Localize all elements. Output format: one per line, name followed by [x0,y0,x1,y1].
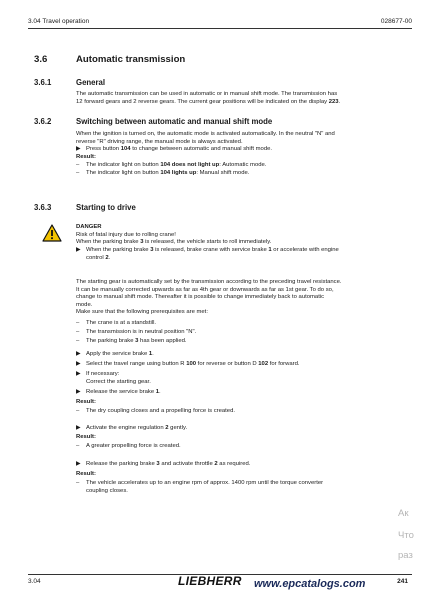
text-run: The vehicle accelerates up to an engine rpm of approx. 1400 rpm until the torque converter [86,480,324,486]
arrow-icon: ▶ [76,461,81,467]
text-run: 3 [135,338,139,344]
display-ref: 223 [328,98,339,105]
text-line: reverse "R" driving range, the manual mode is always activated. [76,138,243,145]
page-header [28,18,412,25]
text-run: . [108,254,111,261]
subsection-heading-text: General [76,78,106,87]
text-line [76,239,394,247]
text-run: is released, the vehicle starts to roll immediately. [143,239,272,246]
text-run: 104 lights up [160,170,197,176]
step-text [86,425,394,433]
result-label [76,471,394,479]
dash-icon: – [76,162,80,168]
text-run: and activate throttle [159,461,215,467]
result-item [76,162,394,170]
text-run: 2 [105,254,109,261]
text-run: as required. [217,461,251,467]
header-doc-number: 028677-00 [380,18,412,25]
text-run: 104 does not light up [160,162,220,168]
dash-icon: – [76,480,80,486]
step-text [86,247,394,262]
subsection-heading-text: Starting to drive [76,203,136,212]
step-text [86,461,394,469]
text-run: : Automatic mode. [219,162,267,168]
text-run: 1 [155,389,160,395]
general-paragraph [76,91,394,106]
text-run: Select the travel range using button R [86,361,187,367]
result-label-text: Result: [76,434,96,440]
result-text [86,162,394,170]
text-line: change to manual shift mode. Thereafter it is possible to change immediately back to automatic [76,294,325,301]
text-line: mode. [76,301,93,308]
result-item [76,170,394,178]
arrow-icon: ▶ [76,146,81,152]
danger-label-text: DANGER [76,224,102,230]
result-label-text: Result: [76,154,96,160]
text-run: for reverse or button D [196,361,259,367]
step-item [76,389,394,397]
subsection-general-heading [34,78,105,87]
side-watermark-line: Что [398,530,414,541]
arrow-icon: ▶ [76,247,81,253]
text-line: Risk of fatal injury due to rolling crane! [76,231,176,238]
dash-icon: – [76,170,80,176]
text-run: 12 forward gears and 2 reverse gears. The current gear positions will be indicated on the display [76,98,329,105]
text-line: The starting gear is automatically set by the transmission according to the preceding travel resistance. [76,279,342,285]
step-item [76,351,394,359]
text-run: When the parking brake [76,239,141,246]
text-line: It can be manually corrected upwards as far as 4th gear or downwards as far as 1st gear. To do so, [76,286,334,293]
text-run: . [152,351,154,357]
result-text: A greater propelling force is created. [86,443,181,449]
text-run: 2 [214,461,218,467]
step-text [86,371,394,386]
result-text: The dry coupling closes and a propelling force is created. [86,408,235,414]
text-run: 1 [148,351,153,357]
result-label-text: Result: [76,471,96,477]
result-label [76,154,394,162]
arrow-icon: ▶ [76,351,81,357]
step-item [76,371,394,386]
arrow-icon: ▶ [76,425,81,431]
step-text [86,389,394,397]
header-rule [28,28,412,29]
danger-step [76,247,394,262]
dash-icon: – [76,443,80,449]
result-label-text: Result: [76,399,96,405]
page-number: 241 [397,578,408,585]
text-run: The indicator light on button [86,162,161,168]
text-run: 2 [165,425,169,431]
starting-paragraph [76,279,394,317]
watermark-link[interactable]: www.epcatalogs.com [254,578,366,590]
danger-label [76,224,394,232]
subsection-switching-heading [34,117,272,126]
subsection-number: 3.6.1 [34,78,52,87]
prerequisite-item [76,329,394,337]
step-text [86,146,394,154]
switching-paragraph [76,131,394,146]
arrow-icon: ▶ [76,371,81,377]
text-run: Press button [86,146,121,152]
text-line: Make sure that the following prerequisites are met: [76,309,208,316]
text-run: or accelerate with engine [271,247,339,253]
step-text [86,351,394,359]
step-item [76,425,394,433]
text-line [76,99,394,107]
text-run: gently. [168,425,188,431]
result-label [76,399,394,407]
text-line: When the ignition is turned on, the automatic mode is activated automatically. In the neutral "N" and [76,131,335,137]
text-run: 3 [140,239,144,246]
text-run: Release the parking brake [86,461,157,467]
arrow-icon: ▶ [76,361,81,367]
text-run: Apply the service brake [86,351,149,357]
result-text [86,170,394,178]
section-number: 3.6 [34,54,48,65]
step-item [76,361,394,369]
dash-icon: – [76,329,80,335]
text-run: Activate the engine regulation [86,425,166,431]
text-run: 3 [150,247,154,253]
subsection-number: 3.6.2 [34,117,52,126]
prerequisite-text: The transmission is in neutral position "N". [86,329,197,335]
text-line: The automatic transmission can be used in automatic or in manual shift mode. The transmission has [76,91,338,97]
section-title [34,54,185,65]
section-title-text: Automatic transmission [76,54,186,65]
side-watermark-line: Ак [398,508,409,519]
text-run: control [86,254,106,261]
dash-icon: – [76,408,80,414]
step-item [76,146,394,154]
footer-chapter: 3.04 [28,578,41,585]
text-run: coupling closes. [86,487,128,494]
text-run: 100 [186,361,197,367]
subsection-heading-text: Switching between automatic and manual shift mode [76,117,273,126]
text-run: 3 [156,461,160,467]
prerequisite-item [76,320,394,328]
text-run: Release the service brake [86,389,156,395]
subsection-number: 3.6.3 [34,203,52,212]
text-run: The indicator light on button [86,170,161,176]
step-text [86,361,394,369]
header-section: 3.04 Travel operation [28,18,90,25]
text-run: . [338,98,341,105]
text-run: The parking brake [86,338,136,344]
text-run: to change between automatic and manual shift mode. [130,146,273,152]
step-item [76,461,394,469]
prerequisite-text [86,338,394,346]
button-ref: 104 [120,146,131,152]
text-run: for forward. [268,361,300,367]
dash-icon: – [76,338,80,344]
result-label [76,434,394,442]
arrow-icon: ▶ [76,389,81,395]
side-watermark-line: раз [398,550,413,561]
prerequisite-text: The crane is at a standstill. [86,320,157,326]
text-run: When the parking brake [86,247,151,253]
text-run: has been applied. [138,338,187,344]
danger-block [76,224,394,247]
text-run: . [159,389,161,395]
subsection-starting-heading [34,203,136,212]
danger-warning-icon [42,224,62,242]
result-item [76,443,394,451]
prerequisite-item [76,338,394,346]
text-run: 102 [258,361,269,367]
result-text [86,480,394,495]
text-run: 1 [268,247,272,253]
text-run: : Manual shift mode. [196,170,250,176]
text-run: If necessary: [86,371,120,377]
result-item [76,408,394,416]
text-run: is released, brake crane with service brake [153,247,269,253]
liebherr-logo: LIEBHERR [178,574,242,588]
text-run: Correct the starting gear. [86,378,151,385]
dash-icon: – [76,320,80,326]
result-item [76,480,394,495]
